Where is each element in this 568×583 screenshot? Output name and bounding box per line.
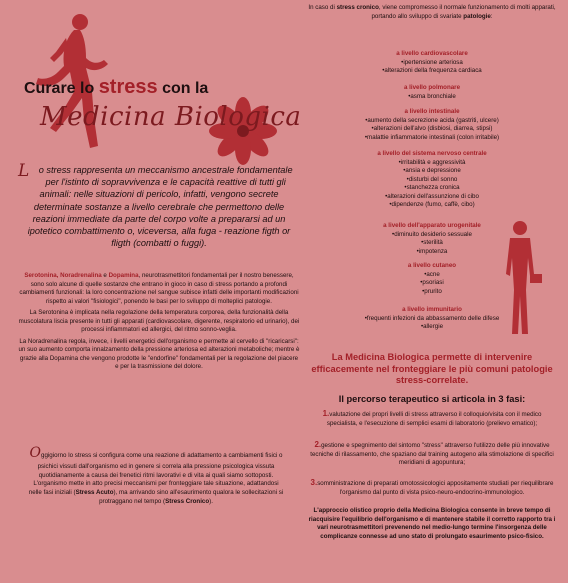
system-item: •acne bbox=[424, 270, 440, 278]
intro-paragraph: L o stress rappresenta un meccanismo ancestrale fondamentale per l'istinto di sopravvivenza e le capacità reattive di tutti gli animali: nelle situazioni di pericolo, infatti, vengono secrete determinate sostanze a livello cerebrale che permettono delle reazioni immediate da parte del corpo volte a prepararsi ad un ipotetico combattimento o, viceversa, alla fuga - reazione figth or fligth (combatti o fuggi). bbox=[18, 161, 293, 249]
system-item: •alterazioni dell'assunzione di cibo bbox=[385, 192, 479, 200]
drop-cap: L bbox=[18, 161, 30, 181]
system-item: •impotenza bbox=[416, 247, 448, 255]
system-heading: a livello polmonare bbox=[403, 84, 461, 91]
system-heading: a livello dell'apparato urogenitale bbox=[383, 222, 481, 229]
system-item: •malattie infiammatorie intestinali (colon irritabile) bbox=[364, 133, 500, 141]
neuro-p3: La Noradrenalina regola, invece, i livelli energetici dell'organismo e permette al cervello di "ricaricarsi": un suo aumento comporta innalzamento della pressione arteriosa ed alterazioni metaboliche; mentre è grazie alla Dopamina che vengono prodotte le "endorfine" fondamentali per la regolazione del piacere e per la trasmissione del dolore. bbox=[18, 337, 300, 371]
system-item: •irritabilità e aggressività bbox=[398, 158, 466, 166]
chronic-stress-intro: In caso di stress cronico, viene compromesso il normale funzionamento di molti apparati, portando allo sviluppo di svariate patologie: bbox=[308, 4, 556, 20]
system-item: •psoriasi bbox=[420, 279, 444, 287]
closing-paragraph: L'approccio olistico proprio della Medicina Biologica consente in breve tempo di riacquisire l'equilibrio dell'organismo e di mantenere stabile il corretto rapporto tra i vari neurotrasmettitori prevenendo nel medio-lungo termine l'insorgenza delle complicanze connesse ad uno stato di prolungato esaurimento psico-fisico. bbox=[308, 507, 556, 540]
title-accent: stress bbox=[98, 76, 158, 98]
system-heading: a livello del sistema nervoso centrale bbox=[377, 150, 487, 157]
system-item: •ipertensione arteriosa bbox=[401, 58, 463, 66]
system-heading: a livello cutaneo bbox=[407, 262, 457, 269]
system-group bbox=[306, 108, 558, 142]
oggi-paragraph: Oggigiorno lo stress si configura come una reazione di adattamento a cambiamenti fisici o psichici vissuti dall'organismo ed in genere si correla alla pressione psicologica vissuta quotidianamente a causa dei frenetici ritmi lavorativi e di vita ai quali siamo sottoposti. L'organismo mette in atto precisi meccanismi per fronteggiare tale situazione, adattandosi nelle fasi iniziali (Stress Acuto), ma arrivando sino all'esaurimento qualora le sollecitazioni si protraggano nel tempo (Stress Cronico). bbox=[28, 445, 284, 505]
step-3: 3.somministrazione di preparati omotossicologici appositamente studiati per riequilibrare l'organismo dal punto di vista psico-neuro-endocrino-immunologico. bbox=[310, 478, 554, 496]
system-group bbox=[306, 84, 558, 101]
page-title: Curare lo stress con la bbox=[24, 76, 209, 98]
system-group bbox=[306, 50, 558, 76]
step-2: 2.gestione e spegnimento del sintomo "stress" attraverso l'utilizzo delle più innovative tecniche di rilassamento, che spaziano dal training autogeno alla stimolazione di specifici meridiani di agopuntura; bbox=[310, 440, 554, 467]
system-item: •frequenti infezioni da abbassamento delle difese bbox=[364, 314, 500, 322]
system-item: •stanchezza cronica bbox=[404, 184, 460, 192]
system-item: •prurito bbox=[422, 287, 442, 295]
system-heading: a livello intestinale bbox=[404, 108, 460, 115]
step-1: 1.valutazione dei propri livelli di stress attraverso il colloquio/visita con il medico specialista, e l'esecuzione di semplici esami di laboratorio (prelievo ematico); bbox=[322, 409, 542, 427]
system-item: •asma bronchiale bbox=[408, 92, 456, 100]
callout-text: La Medicina Biologica permette di intervenire efficacemente nel fronteggiare le più comuni patologie stress-correlate. bbox=[311, 352, 553, 386]
system-item: •sterilità bbox=[421, 239, 443, 247]
system-item: •dipendenze (fumo, caffè, cibo) bbox=[389, 201, 475, 209]
neuro-p1: Serotonina, Noradrenalina e Dopamina, neurotrasmettitori fondamentali per il nostro benessere, sono solo alcune di quelle sostanze che entrano in gioco in caso di stress portando a profondi cambiamenti funzionali: la loro concentrazione nel sangue subisce infatti delle importanti modificazioni rispetto ai valori "fisiologici", ponendo le basi per lo sviluppo di molteplici patologie. bbox=[19, 272, 299, 305]
system-heading: a livello cardiovascolare bbox=[396, 50, 468, 57]
system-item: •disturbi del sonno bbox=[406, 175, 458, 183]
right-column bbox=[306, 0, 558, 583]
system-item: •alterazioni dell'alvo (disbiosi, diarrea, stipsi) bbox=[371, 125, 493, 133]
percorso-title: Il percorso terapeutico si articola in 3 fasi: bbox=[338, 394, 526, 404]
title-script: Medicina Biologica bbox=[40, 102, 302, 132]
system-group bbox=[306, 150, 558, 210]
businessman-silhouette-icon bbox=[496, 218, 544, 338]
neurotransmitters-section bbox=[18, 272, 300, 375]
system-item: •diminuito desiderio sessuale bbox=[392, 230, 472, 238]
system-item: •ansia e depressione bbox=[403, 167, 461, 175]
system-item: •allergie bbox=[420, 323, 444, 331]
system-heading: a livello immunitario bbox=[402, 306, 462, 313]
left-column bbox=[18, 0, 300, 583]
system-item: •aumento della secrezione acida (gastriti, ulcere) bbox=[365, 116, 499, 124]
neuro-p2: La Serotonina è implicata nella regolazione della temperatura corporea, della funzionalità della muscolatura liscia presente in tutti gli apparati (cardiovascolare, digerente, respiratorio ed urinario), dei processi infiammatori ed allergici, del ritmo sonno-veglia. bbox=[18, 309, 300, 334]
system-item: •alterazioni della frequenza cardiaca bbox=[382, 67, 482, 75]
drop-cap: O bbox=[29, 445, 42, 461]
